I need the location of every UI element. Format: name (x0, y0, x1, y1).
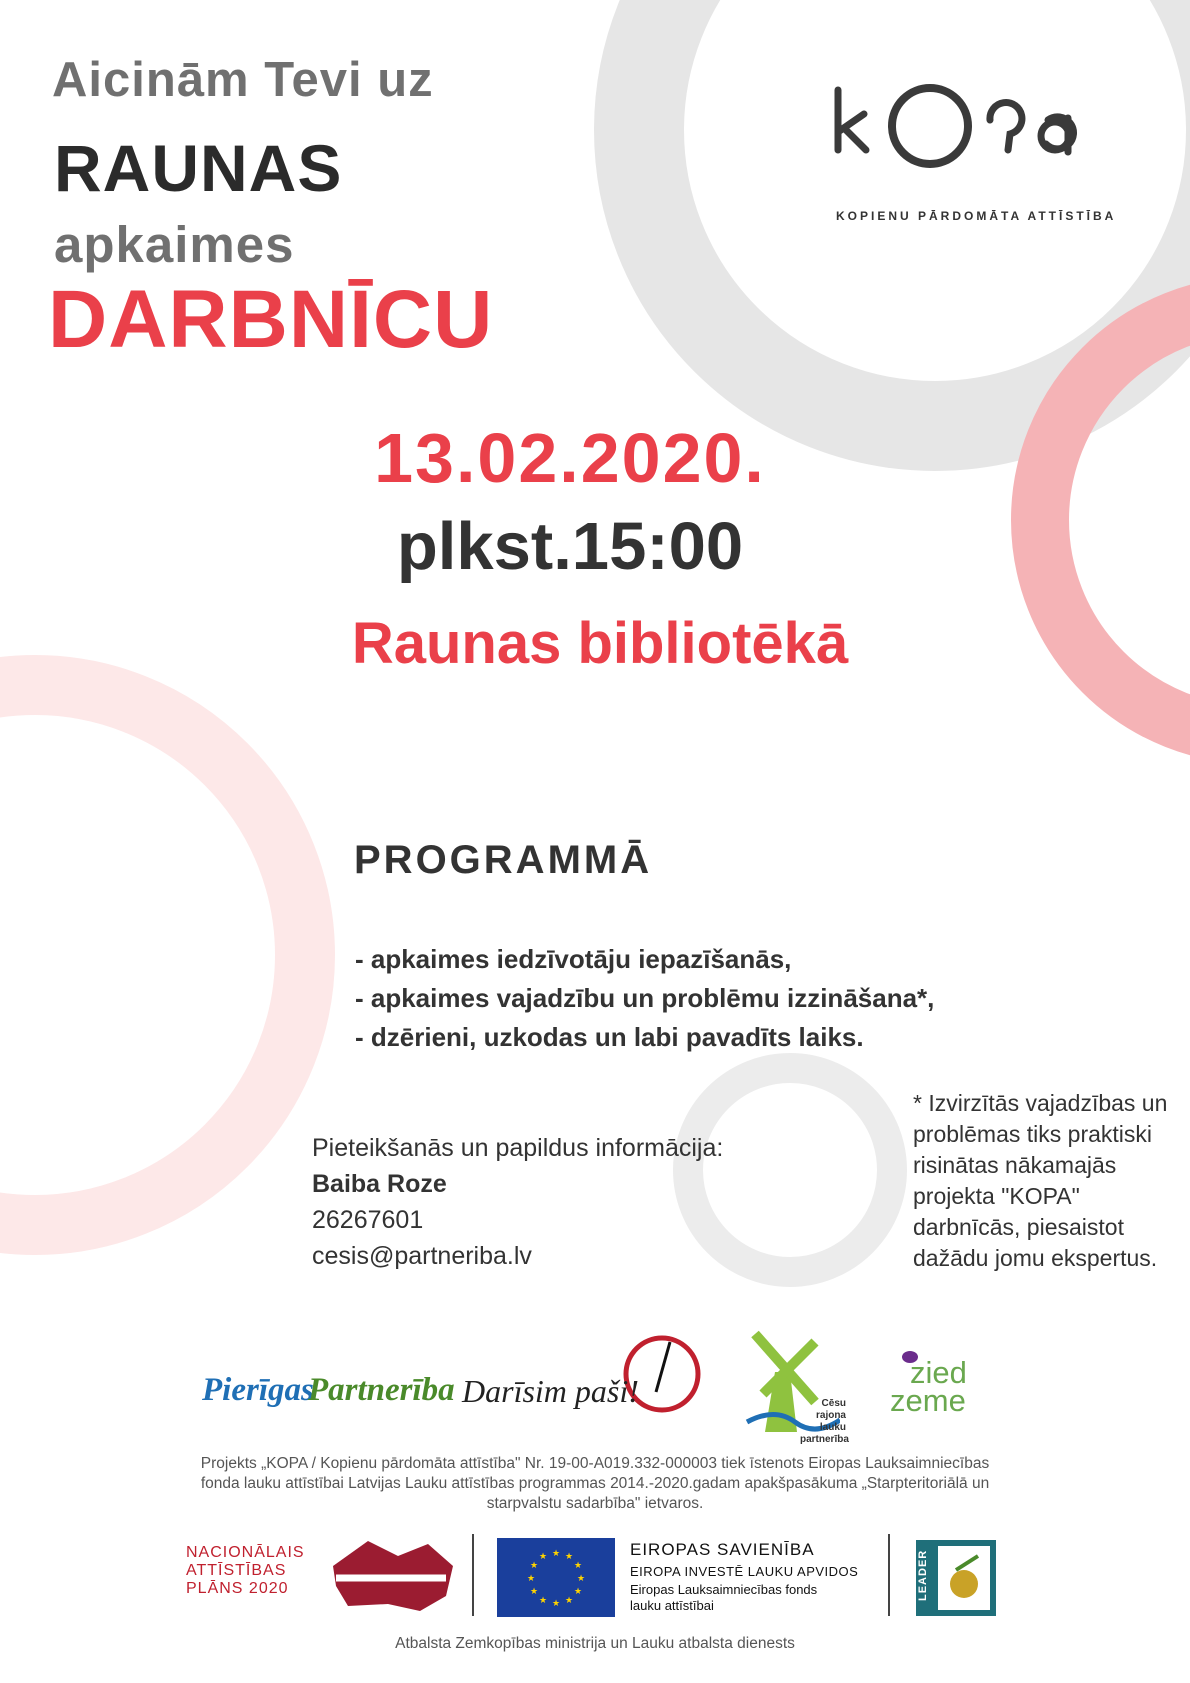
cesu-line1: Cēsu (821, 1398, 846, 1409)
svg-text:★: ★ (576, 1573, 586, 1583)
pink-ring-left (0, 685, 305, 1225)
svg-text:★: ★ (551, 1548, 561, 1558)
contact-label: Pieteikšanās un papildus informācija: (312, 1134, 724, 1162)
program-item: - apkaimes vajadzību un problēmu izzināšana*, (355, 983, 935, 1013)
eu-subtitle-3: lauku attīstībai (630, 1598, 714, 1613)
svg-text:★: ★ (564, 1595, 574, 1605)
nap-logo-text (186, 1544, 305, 1598)
headline-invite: Aicinām Tevi uz (52, 53, 434, 107)
zeme-logo-text: zeme (890, 1383, 966, 1418)
headline-raunas: RAUNAS (54, 131, 343, 205)
svg-text:★: ★ (529, 1560, 539, 1570)
eu-title: EIROPAS SAVIENĪBA (630, 1540, 815, 1559)
program-item: - dzērieni, uzkodas un labi pavadīts laiks. (355, 1022, 864, 1052)
svg-text:★: ★ (538, 1595, 548, 1605)
svg-text:★: ★ (526, 1573, 536, 1583)
darisim-logo-text: Darīsim paši! (462, 1373, 639, 1409)
headline-apkaimes: apkaimes (54, 216, 295, 273)
svg-text:★: ★ (538, 1551, 548, 1561)
footnote: * Izvirzītās vajadzības un problēmas tiks praktiski risinātas nākamajās projekta "KOPA" darbnīcās, piesaistot dažādu jomu ekspertus. (913, 1090, 1168, 1271)
contact-email[interactable]: cesis@partneriba.lv (312, 1242, 532, 1270)
kopa-subtitle: KOPIENU PĀRDOMĀTA ATTĪSTĪBA (836, 209, 1117, 223)
pierigas-logo-text: Pierīgas (202, 1372, 314, 1408)
event-time: plkst.15:00 (396, 509, 744, 584)
leader-label: LEADER (917, 1549, 929, 1601)
latvia-map-icon (328, 1536, 458, 1614)
funding-text: Projekts „KOPA / Kopienu pārdomāta attīstība" Nr. 19-00-A019.332-000003 tiek īstenots Eiropas Lauksaimniecības fonda lauku attīstībai Latvijas Lauku attīstības programmas 2014.-2020.gadam apakšpasākuma „Starpteritoriālā un starpvalstu sadarbība" ietvaros. (200, 1455, 990, 1512)
svg-text:★: ★ (573, 1560, 583, 1570)
svg-text:★: ★ (529, 1586, 539, 1596)
zied-logo-text: zied (910, 1355, 967, 1390)
contact-block (312, 1130, 723, 1274)
kopa-logo (830, 78, 1130, 228)
nap-line3: PLĀNS 2020 (186, 1580, 289, 1597)
event-place: Raunas bibliotēkā (351, 611, 849, 676)
cesu-line2: rajona lauku (815, 1410, 846, 1433)
program-item: - apkaimes iedzīvotāju iepazīšanās, (355, 944, 792, 974)
divider (472, 1534, 474, 1616)
nap-line1: NACIONĀLAIS (186, 1544, 305, 1561)
eu-flag-icon (497, 1538, 615, 1617)
svg-text:★: ★ (564, 1551, 574, 1561)
nap-line2: ATTĪSTĪBAS (186, 1562, 287, 1579)
event-date: 13.02.2020. (374, 419, 766, 497)
eu-subtitle-2: Eiropas Lauksaimniecības fonds (630, 1582, 818, 1597)
kopa-wordmark-icon (830, 78, 1130, 198)
contact-phone[interactable]: 26267601 (312, 1206, 424, 1234)
contact-name: Baiba Roze (312, 1170, 447, 1198)
divider (888, 1534, 890, 1616)
program-title: PROGRAMMĀ (354, 838, 653, 882)
svg-text:★: ★ (551, 1598, 561, 1608)
eu-subtitle-1: EIROPA INVESTĒ LAUKU APVIDOS (630, 1564, 859, 1579)
headline-darbnicu: DARBNĪCU (48, 274, 494, 365)
cesu-logo-text (800, 1398, 849, 1446)
cesu-line3: partnerība (800, 1434, 849, 1445)
svg-text:★: ★ (573, 1586, 583, 1596)
partneriba-logo-text: Partnerība (308, 1372, 455, 1408)
support-text: Atbalsta Zemkopības ministrija un Lauku atbalsta dienests (395, 1635, 795, 1652)
program-list (355, 940, 934, 1057)
